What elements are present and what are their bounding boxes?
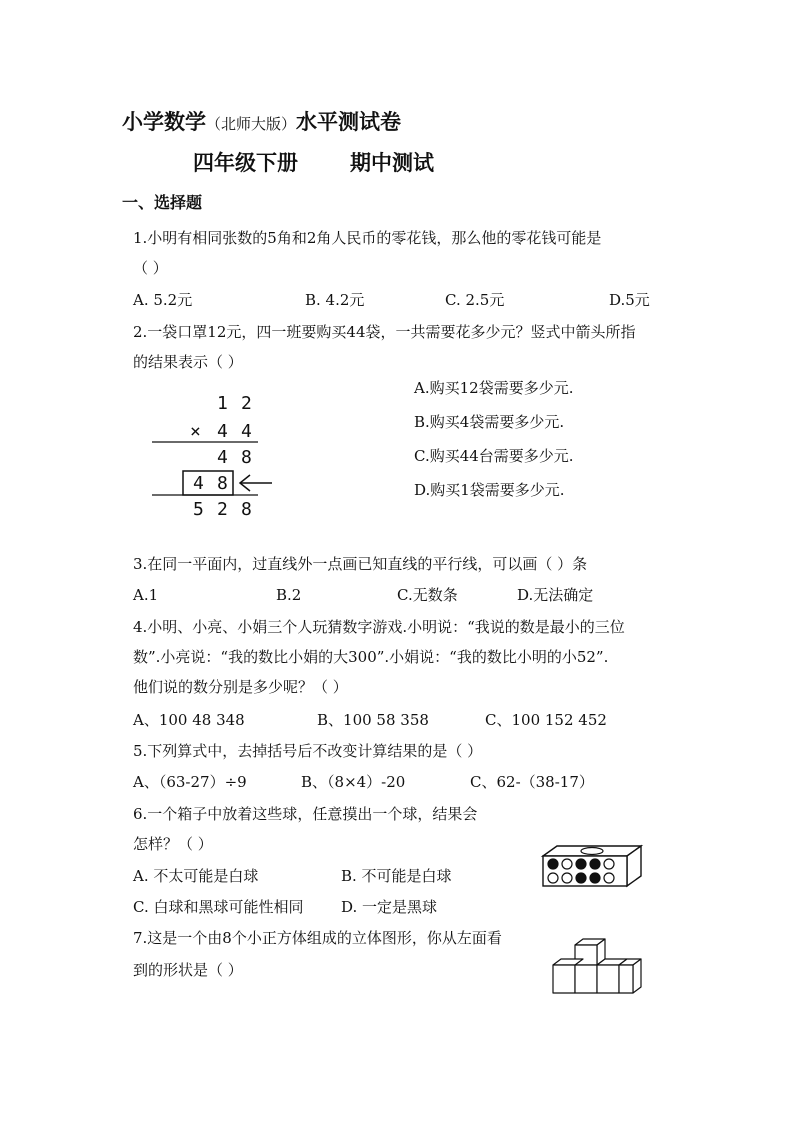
q1-option-b: B. 4.2元 xyxy=(305,291,365,309)
q6-option-b: B. 不可能是白球 xyxy=(341,867,452,885)
q1-option-c: C. 2.5元 xyxy=(445,291,505,309)
cube-face xyxy=(597,965,619,993)
q5-option-b: B、（8×4）-20 xyxy=(301,773,406,791)
calc-times-sign: × xyxy=(190,421,201,442)
white-ball-icon xyxy=(562,873,572,883)
black-ball-icon xyxy=(590,859,600,869)
title-main: 小学数学 xyxy=(122,109,206,134)
q1-stem-line1: 1.小明有相同张数的5角和2角人民币的零花钱，那么他的零花钱可能是 xyxy=(133,229,602,247)
q1-stem-line2: （ ） xyxy=(133,259,168,277)
black-ball-icon xyxy=(576,859,586,869)
ball-box-illustration xyxy=(537,838,647,890)
q4-stem-line3: 他们说的数分别是多少呢？（ ） xyxy=(133,678,348,696)
q7-stem-line1: 7.这是一个由8个小正方体组成的立体图形，你从左面看 xyxy=(133,929,502,947)
q1-option-d: D.5元 xyxy=(609,291,650,309)
q6-option-d: D. 一定是黑球 xyxy=(341,898,438,916)
title-edition: （北师大版） xyxy=(206,115,297,133)
q6-option-a: A. 不太可能是白球 xyxy=(133,867,259,885)
calc-digit: 4 xyxy=(241,421,252,442)
q4-option-c: C、100 152 452 xyxy=(485,711,607,729)
white-ball-icon xyxy=(562,859,572,869)
q3-option-b: B.2 xyxy=(276,586,302,604)
calc-digit: 2 xyxy=(217,499,228,520)
q3-option-a: A.1 xyxy=(133,586,159,604)
calc-digit: 4 xyxy=(217,421,228,442)
black-ball-icon xyxy=(590,873,600,883)
q4-stem-line1: 4.小明、小亮、小娟三个人玩猜数字游戏.小明说：“我说的数是最小的三位 xyxy=(133,618,625,636)
q2-stem-line2: 的结果表示（ ） xyxy=(133,353,243,371)
q4-option-b: B、100 58 358 xyxy=(317,711,429,729)
q2-stem-line1: 2.一袋口罩12元，四一班要购买44袋，一共需要花多少元？竖式中箭头所指 xyxy=(133,323,636,341)
calc-digit: 5 xyxy=(193,499,204,520)
q2-option-d: D.购买1袋需要多少元. xyxy=(414,481,565,499)
calc-digit: 8 xyxy=(241,447,252,468)
cube-face xyxy=(619,965,633,993)
title-tail: 水平测试卷 xyxy=(296,109,402,134)
q6-stem-line1: 6.一个箱子中放着这些球，任意摸出一个球，结果会 xyxy=(133,805,478,823)
q3-option-c: C.无数条 xyxy=(397,586,458,604)
cube-face xyxy=(553,965,575,993)
white-ball-icon xyxy=(604,873,614,883)
black-ball-icon xyxy=(548,859,558,869)
cube-face xyxy=(633,959,641,993)
box-opening xyxy=(581,848,603,855)
q2-option-c: C.购买44台需要多少元. xyxy=(414,447,574,465)
q3-option-d: D.无法确定 xyxy=(517,586,594,604)
cube-face xyxy=(575,965,597,993)
calc-digit: 4 xyxy=(193,473,204,494)
q4-option-a: A、100 48 348 xyxy=(133,711,245,729)
q1-option-a: A. 5.2元 xyxy=(133,291,193,309)
q4-stem-line2: 数”.小亮说：“我的数比小娟的大300”.小娟说：“我的数比小明的小52”. xyxy=(133,648,609,666)
q6-option-c: C. 白球和黑球可能性相同 xyxy=(133,898,304,916)
paper-subtitle-grade: 四年级下册 xyxy=(193,150,298,175)
vertical-multiplication xyxy=(140,385,280,525)
white-ball-icon xyxy=(604,859,614,869)
calc-digit: 8 xyxy=(217,473,228,494)
white-ball-icon xyxy=(548,873,558,883)
q3-stem: 3.在同一平面内，过直线外一点画已知直线的平行线，可以画（ ）条 xyxy=(133,555,588,573)
calc-digit: 4 xyxy=(217,447,228,468)
q7-stem-line2: 到的形状是（ ） xyxy=(133,961,243,979)
calc-digit: 2 xyxy=(241,393,252,414)
arrow-left-icon xyxy=(240,475,272,491)
cube-figure xyxy=(547,935,647,997)
calc-digit: 1 xyxy=(217,393,228,414)
black-ball-icon xyxy=(576,873,586,883)
q6-stem-line2: 怎样？（ ） xyxy=(133,835,213,853)
q2-option-b: B.购买4袋需要多少元. xyxy=(414,413,565,431)
paper-title xyxy=(122,106,401,136)
calc-digit: 8 xyxy=(241,499,252,520)
q5-option-a: A、（63-27）÷9 xyxy=(133,773,247,791)
q5-option-c: C、62-（38-17） xyxy=(470,773,594,791)
q2-option-a: A.购买12袋需要多少元. xyxy=(414,379,574,397)
paper-subtitle-exam: 期中测试 xyxy=(350,150,434,175)
q5-stem: 5.下列算式中，去掉括号后不改变计算结果的是（ ） xyxy=(133,742,483,760)
section-title-choice: 一、选择题 xyxy=(122,193,203,212)
